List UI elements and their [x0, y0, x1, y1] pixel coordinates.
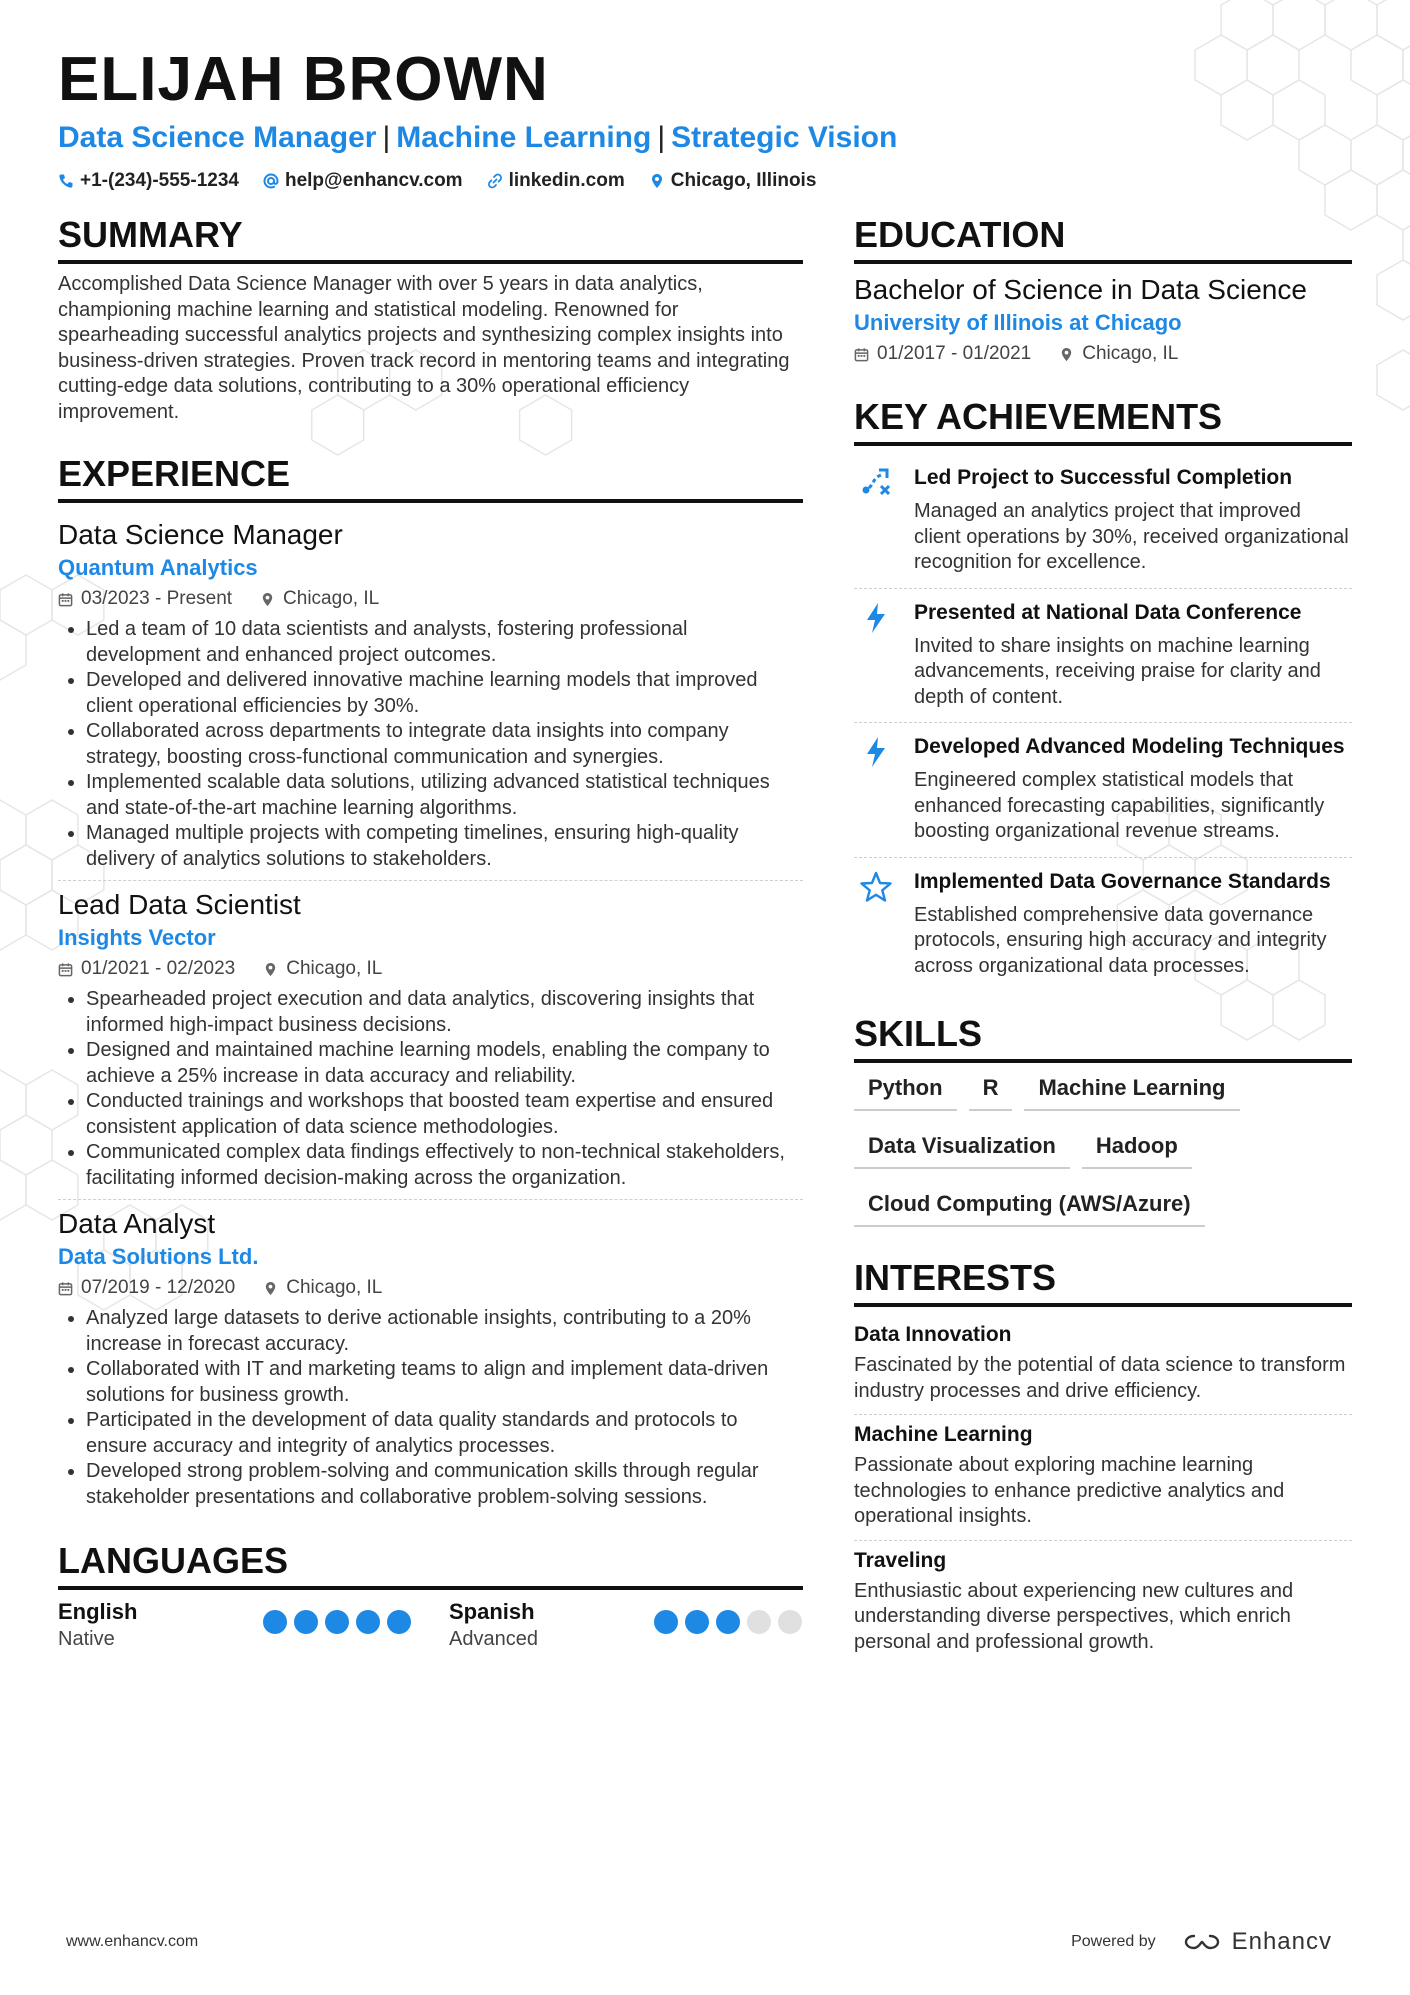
- education-meta: [854, 340, 1352, 368]
- rating-dot-filled: [685, 1610, 709, 1634]
- lightning-icon: [854, 599, 898, 711]
- achievements-section: [854, 396, 1352, 991]
- contact-phone-text: +1-(234)-555-1234: [80, 170, 239, 191]
- right-column: [854, 214, 1352, 1665]
- language-item: [58, 1598, 411, 1652]
- calendar-icon: [58, 592, 73, 607]
- interests-section: [854, 1257, 1352, 1665]
- skill-tag: Data Visualization: [854, 1129, 1070, 1169]
- page-footer: [66, 1928, 1332, 1956]
- job-bullet: • Led a team of 10 data scientists and analysts, fostering professional development and enhanced project outcomes.: [86, 617, 803, 668]
- rating-dot-filled: [716, 1610, 740, 1634]
- language-name: English: [58, 1599, 138, 1624]
- interest-title: Data Innovation: [854, 1323, 1012, 1346]
- rating-dot-empty: [747, 1610, 771, 1634]
- skill-tag: Hadoop: [1082, 1129, 1192, 1169]
- left-column: [58, 214, 803, 1652]
- job-dates-text: 07/2019 - 12/2020: [81, 1277, 236, 1298]
- achievement-title: Presented at National Data Conference: [914, 600, 1302, 624]
- job-dates-text: 03/2023 - Present: [81, 588, 233, 609]
- contact-linkedin[interactable]: [487, 170, 625, 192]
- company-name: Insights Vector: [58, 925, 216, 950]
- job-bullet: • Spearheaded project execution and data analytics, discovering insights that informed high-impact business decisions.: [86, 987, 803, 1038]
- summary-section: [58, 214, 803, 425]
- interest-title: Machine Learning: [854, 1423, 1033, 1446]
- contact-linkedin-text: linkedin.com: [508, 170, 625, 191]
- job-bullet: • Communicated complex data findings effectively to non-technical stakeholders, facilitating informed decision-making across the organization.: [86, 1140, 803, 1191]
- location-pin-icon: [263, 1281, 278, 1296]
- job-location: [263, 1274, 382, 1302]
- interest-item: [854, 1541, 1352, 1666]
- interest-title: Traveling: [854, 1548, 947, 1572]
- language-item: [449, 1598, 802, 1652]
- languages-heading: LANGUAGES: [58, 1540, 803, 1590]
- achievement-item: [854, 723, 1352, 858]
- headline-separator: |: [657, 121, 666, 154]
- calendar-icon: [58, 962, 73, 977]
- language-rating: [263, 1610, 411, 1634]
- education-degree: Bachelor of Science in Data Science: [854, 274, 1307, 305]
- skill-tag: Machine Learning: [1024, 1071, 1239, 1111]
- rating-dot-filled: [387, 1610, 411, 1634]
- company-name: Data Solutions Ltd.: [58, 1244, 259, 1269]
- skills-heading: SKILLS: [854, 1013, 1352, 1063]
- headline-focus: Machine Learning: [396, 121, 652, 154]
- headline-vision: Strategic Vision: [671, 121, 898, 154]
- achievement-description: Established comprehensive data governance protocols, ensuring high accuracy and integrity across organizational data processes.: [914, 903, 1327, 977]
- language-level: Native: [58, 1628, 115, 1650]
- achievement-description: Engineered complex statistical models that enhanced forecasting capabilities, significantly boosting organizational revenue streams.: [914, 769, 1325, 842]
- at-icon: [263, 173, 279, 189]
- link-icon: [487, 173, 503, 189]
- education-dates-text: 01/2017 - 01/2021: [877, 343, 1032, 364]
- candidate-headline: [58, 118, 1348, 158]
- contact-email-text: help@enhancv.com: [284, 170, 463, 191]
- job-location: [260, 585, 379, 613]
- skills-list: [854, 1071, 1352, 1227]
- rating-dot-filled: [356, 1610, 380, 1634]
- summary-text: Accomplished Data Science Manager with over 5 years in data analytics, championing machine learning and statistical modeling. Renowned for spearheading successful analytics projects and synthesizing complex insights into business-driven strategies. Proven track record in mentoring teams and integrating cutting-edge data solutions, contributing to a 30% operational efficiency improvement.: [58, 273, 790, 423]
- achievement-item: [854, 858, 1352, 992]
- job-dates: [58, 1274, 235, 1302]
- interest-description: Enthusiastic about experiencing new cultures and understanding diverse perspectives, which enrich personal and professional growth.: [854, 1579, 1294, 1653]
- calendar-icon: [854, 347, 869, 362]
- contact-bar: [58, 170, 1348, 192]
- candidate-name: ELIJAH BROWN: [58, 45, 549, 114]
- job-bullet: • Collaborated across departments to integrate data insights into company strategy, boosting cross-functional communication and synergies.: [86, 719, 803, 770]
- phone-icon: [58, 173, 74, 189]
- interest-item: [854, 1315, 1352, 1415]
- education-location-text: Chicago, IL: [1082, 343, 1179, 364]
- contact-phone[interactable]: [58, 170, 239, 192]
- job-bullet: • Designed and maintained machine learning models, enabling the company to achieve a 25% increase in data accuracy and reliability.: [86, 1038, 803, 1089]
- job-dates-text: 01/2021 - 02/2023: [81, 958, 236, 979]
- education-school: University of Illinois at Chicago: [854, 310, 1182, 335]
- footer-website[interactable]: www.enhancv.com: [66, 1933, 199, 1950]
- company-name: Quantum Analytics: [58, 555, 258, 580]
- education-section: [854, 214, 1352, 368]
- job-title: Data Science Manager: [58, 519, 343, 550]
- education-location: [1059, 340, 1178, 368]
- achievement-description: Managed an analytics project that improved client operations by 30%, received organizational recognition for excellence.: [914, 500, 1349, 573]
- route-icon: [854, 464, 898, 576]
- interests-heading: INTERESTS: [854, 1257, 1352, 1307]
- achievement-title: Implemented Data Governance Standards: [914, 869, 1331, 893]
- rating-dot-filled: [654, 1610, 678, 1634]
- education-heading: EDUCATION: [854, 214, 1352, 264]
- location-pin-icon: [263, 962, 278, 977]
- job-entry: [58, 511, 803, 881]
- skill-tag: Cloud Computing (AWS/Azure): [854, 1187, 1205, 1227]
- contact-location: [649, 170, 817, 192]
- job-entry: [58, 881, 803, 1200]
- job-bullets: [58, 987, 803, 1191]
- job-title: Lead Data Scientist: [58, 889, 301, 920]
- headline-separator: |: [382, 121, 391, 154]
- job-bullet: • Developed strong problem-solving and communication skills through regular stakeholder presentations and collaborative problem-solving sessions.: [86, 1459, 803, 1510]
- language-level: Advanced: [449, 1628, 538, 1650]
- contact-email[interactable]: [263, 170, 463, 192]
- experience-heading: EXPERIENCE: [58, 453, 803, 503]
- powered-by-label: Powered by: [1071, 1933, 1156, 1950]
- headline-role: Data Science Manager: [58, 121, 377, 154]
- job-bullet: • Implemented scalable data solutions, utilizing advanced statistical techniques and state-of-the-art machine learning algorithms.: [86, 770, 803, 821]
- location-pin-icon: [1059, 347, 1074, 362]
- job-bullets: [58, 617, 803, 872]
- job-title: Data Analyst: [58, 1208, 216, 1239]
- job-bullet: • Managed multiple projects with competing timelines, ensuring high-quality delivery of analytics solutions to stakeholders.: [86, 821, 803, 872]
- job-entry: [58, 1200, 803, 1518]
- rating-dot-empty: [778, 1610, 802, 1634]
- job-meta: [58, 585, 803, 613]
- interest-description: Fascinated by the potential of data science to transform industry processes and drive efficiency.: [854, 1354, 1346, 1402]
- job-location: [263, 955, 382, 983]
- job-dates: [58, 585, 232, 613]
- achievement-title: Led Project to Successful Completion: [914, 466, 1293, 489]
- enhancv-logo-icon: [1180, 1931, 1224, 1953]
- achievement-title: Developed Advanced Modeling Techniques: [914, 735, 1345, 758]
- job-dates: [58, 955, 235, 983]
- job-location-text: Chicago, IL: [283, 588, 380, 609]
- rating-dot-filled: [325, 1610, 349, 1634]
- achievements-heading: KEY ACHIEVEMENTS: [854, 396, 1352, 446]
- star-icon: [854, 868, 898, 980]
- job-meta: [58, 955, 803, 983]
- job-location-text: Chicago, IL: [286, 958, 383, 979]
- language-name: Spanish: [449, 1599, 535, 1624]
- job-bullet: • Conducted trainings and workshops that boosted team expertise and ensured consistent application of data science methodologies.: [86, 1089, 803, 1140]
- brand-logo[interactable]: [1180, 1928, 1332, 1956]
- rating-dot-filled: [263, 1610, 287, 1634]
- location-pin-icon: [260, 592, 275, 607]
- interest-description: Passionate about exploring machine learning technologies to enhance predictive analytics and operational insights.: [854, 1454, 1285, 1527]
- achievement-description: Invited to share insights on machine learning advancements, receiving praise for clarity and depth of content.: [914, 634, 1321, 708]
- skill-tag: R: [969, 1071, 1013, 1111]
- achievement-item: [854, 454, 1352, 589]
- experience-section: [58, 453, 803, 1518]
- interest-item: [854, 1415, 1352, 1541]
- job-bullet: • Collaborated with IT and marketing teams to align and implement data-driven solutions for business growth.: [86, 1357, 803, 1408]
- job-bullet: • Developed and delivered innovative machine learning models that improved client operational efficiencies by 30%.: [86, 668, 803, 719]
- lightning-icon: [854, 733, 898, 845]
- skills-section: [854, 1013, 1352, 1227]
- contact-location-text: Chicago, Illinois: [670, 170, 817, 191]
- languages-section: [58, 1540, 803, 1652]
- summary-heading: SUMMARY: [58, 214, 803, 264]
- skill-tag: Python: [854, 1071, 957, 1111]
- job-location-text: Chicago, IL: [286, 1277, 383, 1298]
- job-bullets: [58, 1306, 803, 1510]
- language-rating: [654, 1610, 802, 1634]
- languages-list: [58, 1598, 803, 1652]
- job-bullet: • Analyzed large datasets to derive actionable insights, contributing to a 20% increase in forecast accuracy.: [86, 1306, 803, 1357]
- rating-dot-filled: [294, 1610, 318, 1634]
- resume-header: [58, 44, 1348, 192]
- job-meta: [58, 1274, 803, 1302]
- job-bullet: • Participated in the development of data quality standards and protocols to ensure accuracy and integrity of analytics processes.: [86, 1408, 803, 1459]
- powered-by: [1071, 1928, 1332, 1956]
- achievement-item: [854, 589, 1352, 724]
- education-dates: [854, 340, 1031, 368]
- location-pin-icon: [649, 173, 665, 189]
- calendar-icon: [58, 1281, 73, 1296]
- brand-name: Enhancv: [1231, 1928, 1332, 1955]
